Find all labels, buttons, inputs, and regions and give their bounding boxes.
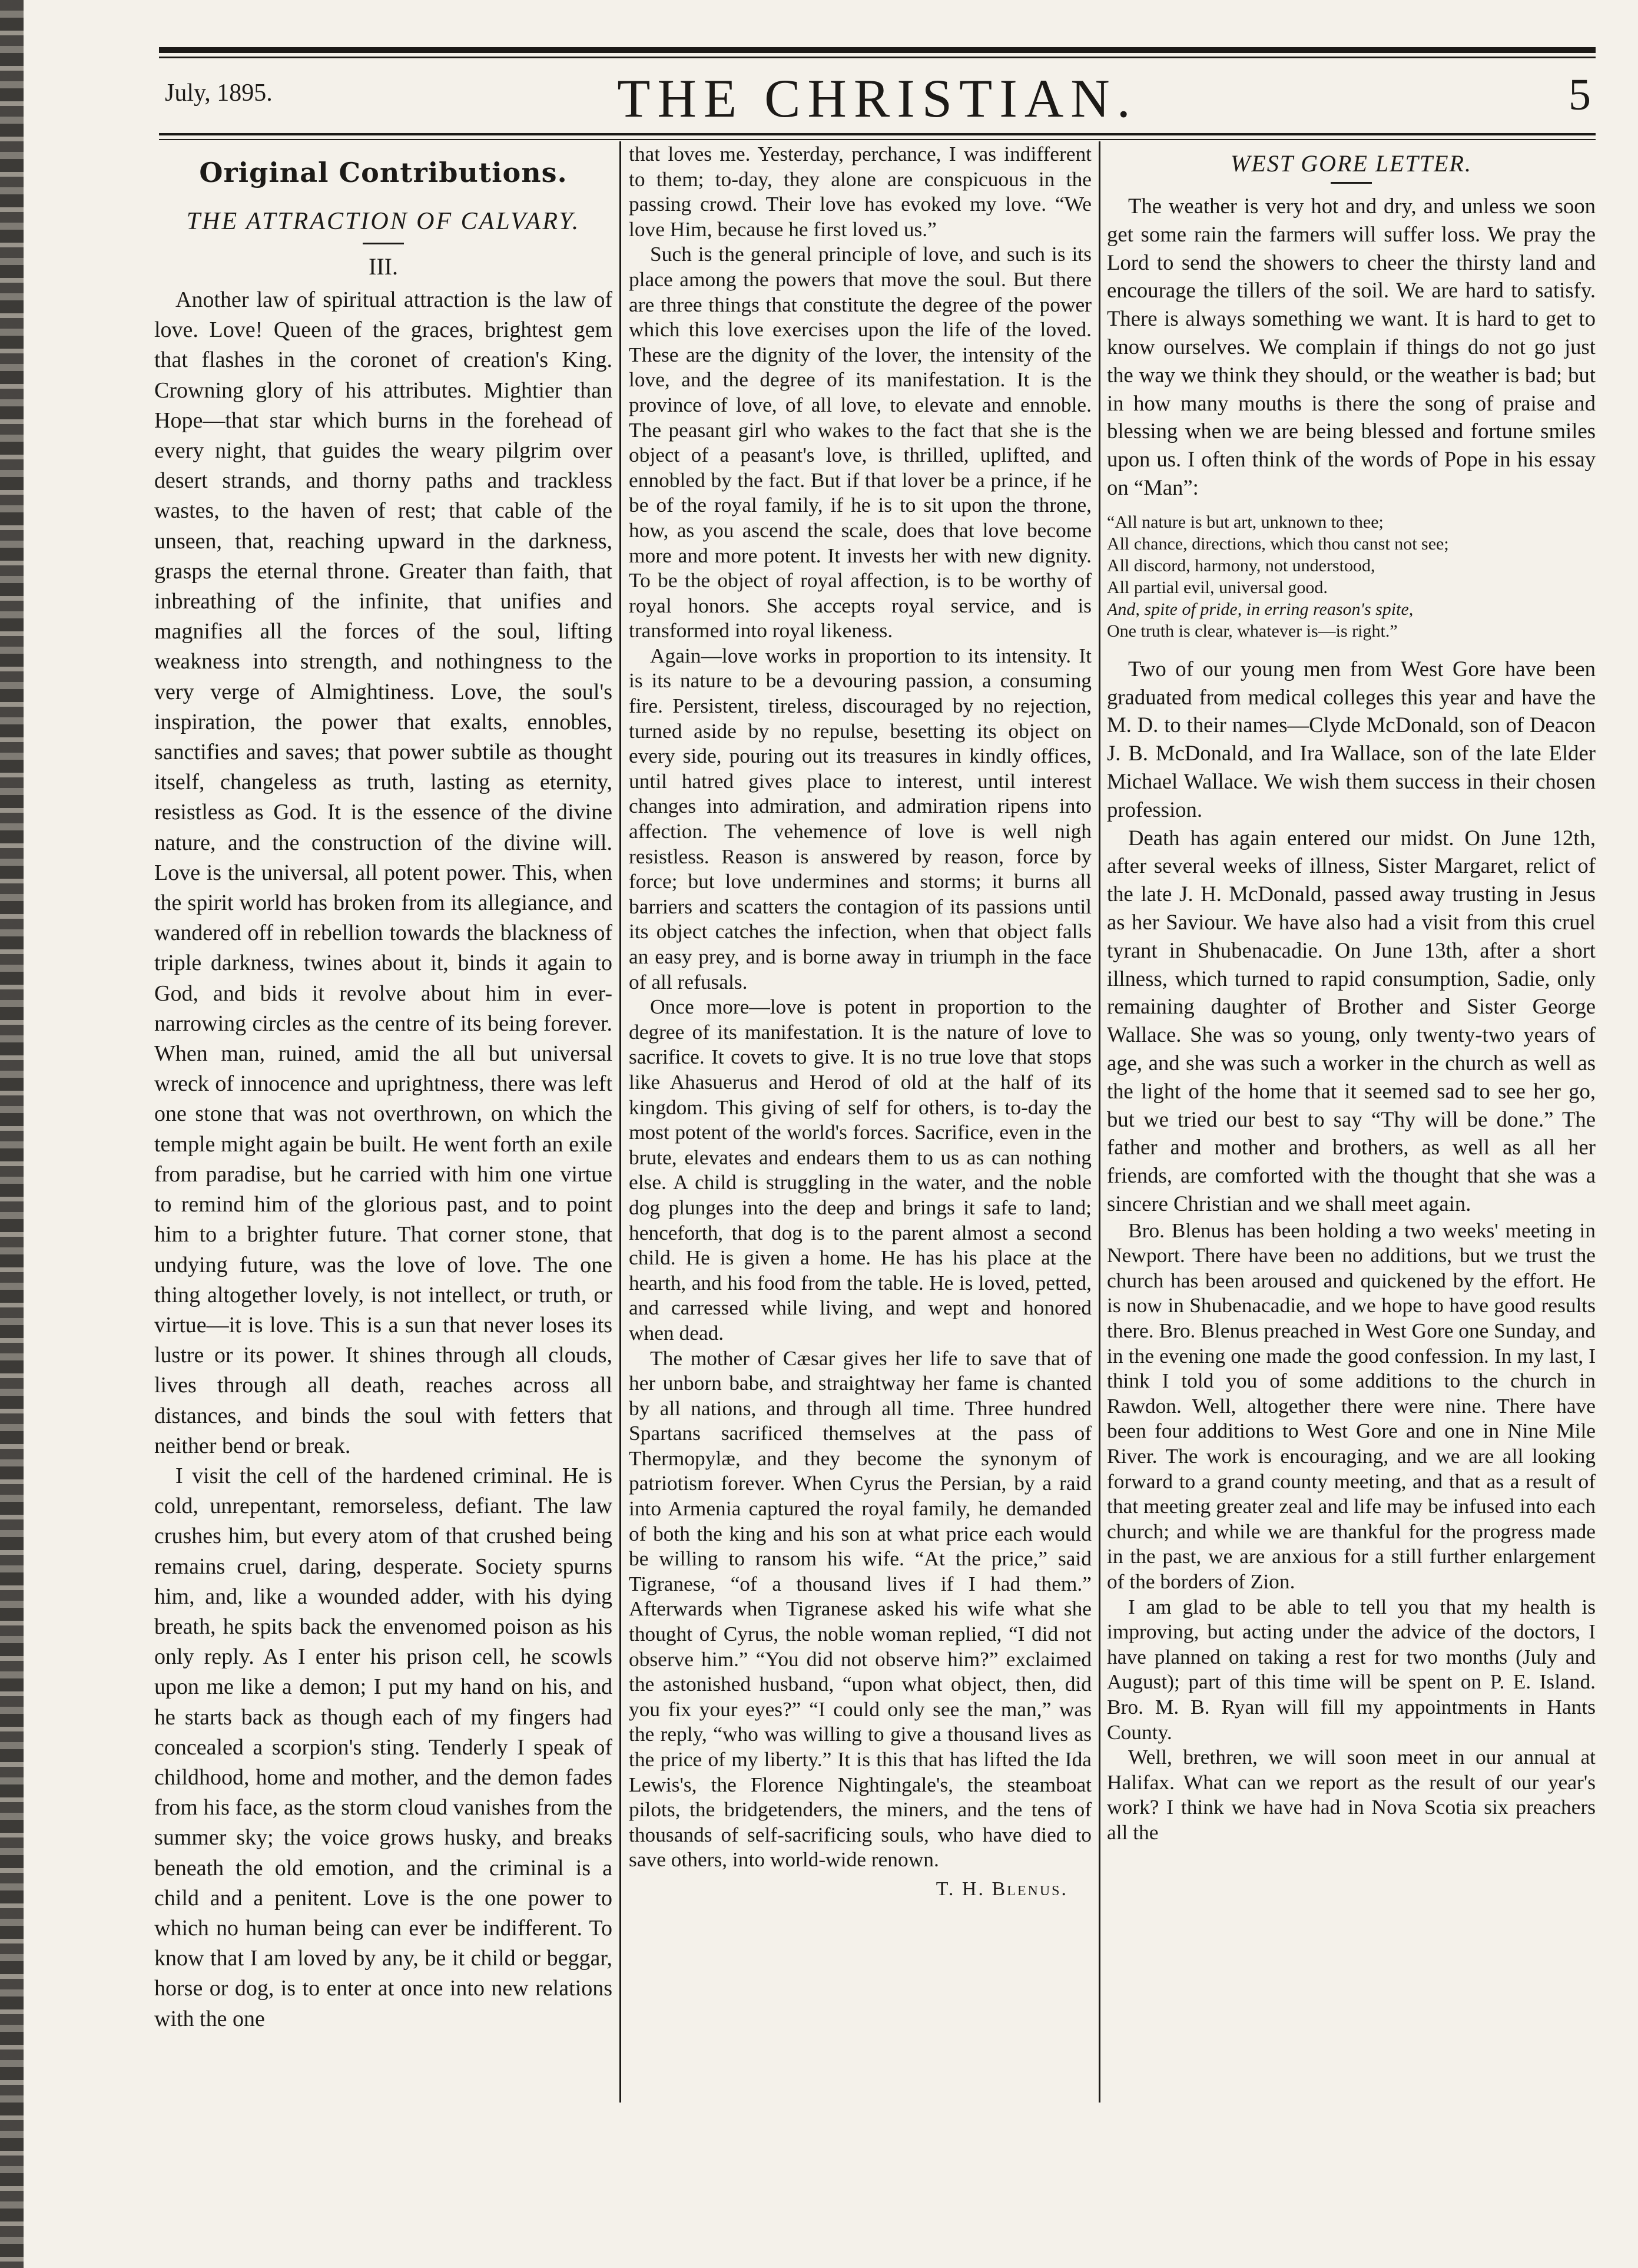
- masthead-top-rule: [159, 47, 1596, 53]
- title-rule: [363, 243, 404, 244]
- poem-line: All discord, harmony, not understood,: [1107, 555, 1375, 575]
- part-numeral: III.: [369, 253, 398, 280]
- article-body: [154, 285, 612, 2034]
- paragraph: Again—love works in proportion to its intensity. It is its nature to be a devouring passion, a consuming fire. Persistent, tireless, discouraged by no rejection, turned aside by no repulse, besetting its object on every side, pouring out its treasures in kindly offices, until hatred gives place to interest, until interest changes into admiration, and admiration ripens into affection. The vehemence of love is well nigh resistless. Reason is answered by reason, force by force; but love undermines and storms; it burns all barriers and scatters the contagion of its passions until its object catches the infection, when that object falls an easy prey, and is borne away in triumph in the face of all refusals.: [629, 643, 1092, 994]
- poem-quote: [1107, 511, 1596, 642]
- masthead-top-rule-thin: [159, 57, 1596, 58]
- paragraph: Another law of spiritual attraction is the law of love. Love! Queen of the graces, brightest gem that flashes in the coronet of creation's King. Crowning glory of his attributes. Mightier than Hope—that star which burns in the forehead of every night, that guides the weary pilgrim over desert strands, and thorny paths and trackless wastes, to the haven of rest; that cable of the unseen, that, reaching upward in the darkness, grasps the eternal throne. Greater than faith, that inbreathing of the infinite, that unifies and magnifies all the forces of the soul, lifting weakness into strength, and nothingness to the very verge of Almightiness. Love, the soul's inspiration, the power that exalts, ennobles, sanctifies and saves; that power subtile as thought itself, changeless as truth, lasting as eternity, resistless as God. It is the essence of the divine nature, and the construction of the divine will. Love is the universal, all potent power. This, when the spirit world has broken from its allegiance, and wandered off in rebellion towards the blackness of triple darkness, twines about it, binds it again to God, and bids it revolve about him in ever-narrowing circles as the centre of its being forever. When man, ruined, amid the all but universal wreck of innocence and uprightness, there was left one stone that was not overthrown, on which the temple might again be built. He went forth an exile from paradise, but he carried with him one virtue to remind him of the glorious past, and to point him to a brighter future. That corner stone, that undying future, was the love of love. The one thing altogether lovely, is not intellect, or truth, or virtue—it is love. This is a sun that never loses its lustre or its power. It shines through all clouds, lives through all death, reaches across all distances, and binds the soul with fetters that neither bend or break.: [154, 287, 612, 1458]
- paragraph: Once more—love is potent in proportion to the degree of its manifestation. It is the nature of love to sacrifice. It covets to give. It is no true love that stops like Ahasuerus and Herod of old at the half of its kingdom. This giving of self for others, is to-day the most potent of the world's forces. Sacrifice, even in the brute, elevates and endears them to us as can nothing else. A child is struggling in the water, and the noble dog plunges into the deep and brings it safe to land; henceforth, that dog is to the parent almost a second child. He is given a home. He has his place at the hearth, and his food from the table. He is loved, petted, and carressed while living, and wept and honored when dead.: [629, 995, 1092, 1345]
- article-body: [1107, 192, 1596, 502]
- poem-line: “All nature is but art, unknown to thee;: [1107, 512, 1384, 532]
- title-rule: [1331, 182, 1372, 184]
- paragraph: The mother of Cæsar gives her life to save that of her unborn babe, and straightway her fame is chanted by all nations, and through all time. Three hundred Spartans sacrificed themselves at the pass of Thermopylæ, and they become the synonym of patriotism forever. When Cyrus the Persian, by a raid into Armenia captured the royal family, he demanded of both the king and his son at what price each would be willing to ransom his wife. “At the price,” said Tigranese, “of a thousand lives if I had them.” Afterwards when Tigranese asked his wife what she thought of Cyrus, the noble woman replied, “I did not observe him.” “You did not observe him?” exclaimed the astonished husband, “upon what object, then, did you fix your eyes?” “I could only see the man,” was the reply, “who was willing to give a thousand lives as the price of my liberty.” It is this that has lifted the Ida Lewis's, the Florence Nightingale's, the steamboat pilots, the bridgetenders, the miners, and the tens of thousands of self-sacrificing souls, who have died to save others, into world-wide renown.: [629, 1346, 1092, 1872]
- masthead-bottom-rule: [159, 133, 1596, 135]
- paragraph: Death has again entered our midst. On June 12th, after several weeks of illness, Sister Margaret, relict of the late J. H. McDonald, passed away trusting in Jesus as her Saviour. We have also had a visit from this cruel tyrant in Shubenacadie. On June 13th, after a short illness, which turned to rapid consumption, Sadie, only remaining daughter of Brother and Sister George Wallace. She was so young, only twenty-two years of age, and she was such a worker in the church as well as the light of the home that it seemed sad to see her go, but we tried our best to say “Thy will be done.” The father and mother and brothers, as well as all her friends, are comforted with the thought that she was a sincere Christian and we shall meet again.: [1107, 825, 1596, 1216]
- article-body: [629, 141, 1092, 1872]
- paragraph: I am glad to be able to tell you that my health is improving, but acting under the advice of the doctors, I have planned on taking a rest for two months (July and August); part of this time will be spent on P. E. Island. Bro. M. B. Ryan will fill my appointments in Hants County.: [1107, 1594, 1596, 1744]
- paragraph: I visit the cell of the hardened criminal. He is cold, unrepentant, remorseless, defiant. The law crushes him, but every atom of that crushed being remains cruel, daring, desperate. Society spurns him, and, like a wounded adder, with his dying breath, he spits back the envenomed poison as his only reply. As I enter his prison cell, he scowls upon me like a demon; I put my hand on his, and he starts back as though each of my fingers had concealed a scorpion's sting. Tenderly I speak of childhood, home and mother, and the demon fades from his face, as the storm cloud vanishes from the summer sky; the voice grows husky, and breaks beneath the old emotion, and the criminal is a child and a penitent. Love is the one power to which no human being can ever be indifferent. To know that I am loved by any, be it child or beggar, horse or dog, is to enter at once into new relations with the one: [154, 1463, 612, 2031]
- column-1: [154, 141, 612, 2103]
- column-2: [629, 141, 1092, 2103]
- article-title: WEST GORE LETTER.: [1231, 150, 1472, 177]
- article-title: THE ATTRACTION OF CALVARY.: [186, 208, 581, 235]
- section-heading: Original Contributions.: [199, 157, 568, 188]
- paragraph: Well, brethren, we will soon meet in our annual at Halifax. What can we report as the result of our year's work? I think we have had in Nova Scotia six preachers all the: [1107, 1745, 1596, 1844]
- masthead-bottom-rule-thin: [159, 139, 1596, 140]
- issue-date: July, 1895.: [165, 80, 273, 107]
- column-divider: [1099, 141, 1100, 2103]
- page-number: 5: [1569, 70, 1591, 120]
- article-body: [1107, 1218, 1596, 1845]
- binding-edge: [0, 0, 24, 2268]
- poem-line: All chance, directions, which thou canst not see;: [1107, 534, 1449, 554]
- article-body: [1107, 655, 1596, 1218]
- paragraph: Two of our young men from West Gore have been graduated from medical colleges this year and have the M. D. to their names—Clyde McDonald, son of Deacon J. B. McDonald, and Ira Wallace, son of the late Elder Michael Wallace. We wish them success in their chosen profession.: [1107, 656, 1596, 822]
- column-3: [1107, 141, 1596, 2103]
- poem-line: One truth is clear, whatever is—is right.”: [1107, 621, 1398, 641]
- poem-line: And, spite of pride, in erring reason's spite,: [1107, 599, 1414, 619]
- author-signature: T. H. Blenus.: [936, 1878, 1068, 1900]
- paragraph: The weather is very hot and dry, and unless we soon get some rain the farmers will suffer loss. We pray the Lord to send the showers to cheer the thirsty land and encourage the tillers of the soil. We are hard to satisfy. There is always something we want. It is hard to get to know ourselves. We complain if things do not go just the way we think they should, or the weather is bad; but in how many mouths is there the song of praise and blessing when we are being blessed and fortune smiles upon us. I often think of the words of Pope in his essay on “Man”:: [1107, 194, 1596, 499]
- masthead: [159, 64, 1596, 133]
- paragraph: that loves me. Yesterday, perchance, I was indifferent to them; to-day, they alone are conspicuous in the passing crowd. Their love has evoked my love. “We love Him, because he first loved us.”: [629, 142, 1092, 241]
- poem-line: All partial evil, universal good.: [1107, 577, 1328, 597]
- paper-title: THE CHRISTIAN.: [617, 68, 1138, 128]
- column-divider: [619, 141, 621, 2103]
- paragraph: Bro. Blenus has been holding a two weeks' meeting in Newport. There have been no additions, but we trust the church has been aroused and quickened by the effort. He is now in Shubenacadie, and we hope to have good results there. Bro. Blenus preached in West Gore one Sunday, and in the evening one made the good confession. In my last, I think I told you of some additions to the church in Rawdon. Well, altogether there were nine. There have been four additions to West Gore and one in Nine Mile River. The work is encouraging, and we are all looking forward to a grand county meeting, and that as a result of that meeting greater zeal and life may be infused into each church; and while we are thankful for the progress made in the past, we are anxious for a still further enlargement of the borders of Zion.: [1107, 1218, 1596, 1594]
- paragraph: Such is the general principle of love, and such is its place among the powers that move the soul. But there are three things that constitute the degree of the power which this love exercises upon the life of the loved. These are the dignity of the lover, the intensity of the love, and the degree of its manifestation. It is the province of love, of all love, to elevate and ennoble. The peasant girl who wakes to the fact that she is the object of a peasant's love, is thrilled, uplifted, and ennobled by the fact. But if that lover be a prince, if he be of the royal family, if he is to sit upon the throne, how, as you ascend the scale, does that love become more and more potent. It invests her with new dignity. To be the object of royal affection, is to be worthy of royal honors. She accepts royal service, and is transformed into royal likeness.: [629, 242, 1092, 643]
